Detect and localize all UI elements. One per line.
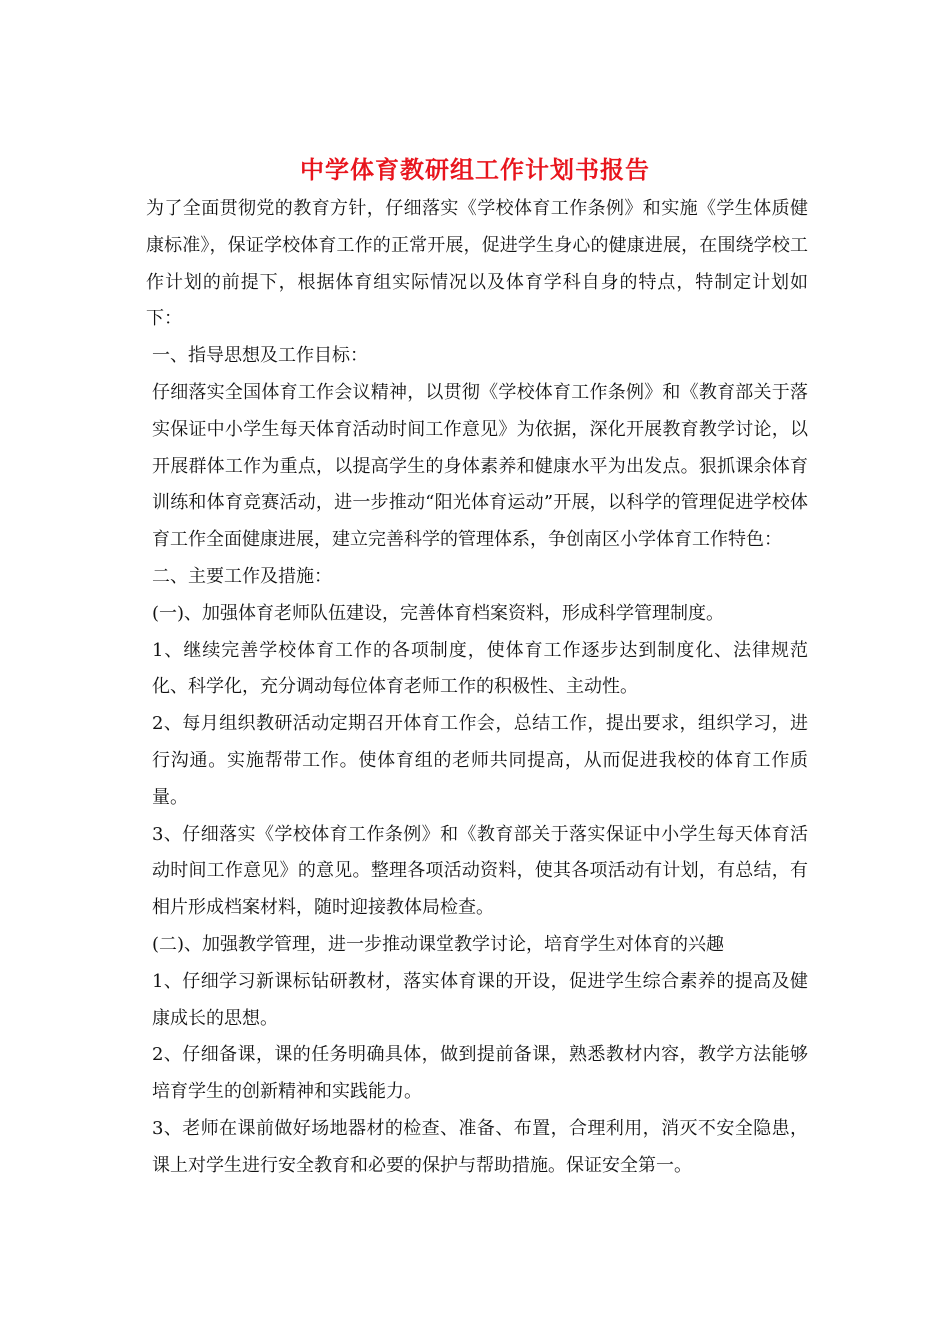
subsection-heading-teacher-team: (一)、加强体育老师队伍建设，完善体育档案资料，形成科学管理制度。 [152, 602, 725, 624]
list-item-teacher-team-1: 1、继续完善学校体育工作的各项制度，使体育工作逐步达到制度化、法律规范化、科学化，充分调动每位体育老师工作的积极性、主动性。 [152, 639, 808, 698]
list-item-teaching-1: 1、仔细学习新课标钻研教材，落实体育课的开设，促进学生综合素养的提高及健康成长的思想。 [152, 970, 808, 1029]
document-title: 中学体育教研组工作计划书报告 [300, 155, 650, 184]
list-item-teacher-team-2: 2、每月组织教研活动定期召开体育工作会，总结工作，提出要求，组织学习，进行沟通。实施帮带工作。使体育组的老师共同提高，从而促进我校的体育工作质量。 [152, 713, 808, 808]
list-item-teaching-2: 2、仔细备课，课的任务明确具体，做到提前备课，熟悉教材内容，教学方法能够培育学生的创新精神和实践能力。 [152, 1044, 808, 1103]
list-item-teacher-team-3: 3、仔细落实《学校体育工作条例》和《教育部关于落实保证中小学生每天体育活动时间工作意见》的意见。整理各项活动资料，使其各项活动有计划，有总结，有相片形成档案材料，随时迎接教体局检查。 [152, 823, 808, 919]
guiding-ideas-paragraph: 仔细落实全国体育工作会议精神，以贯彻《学校体育工作条例》和《教育部关于落实保证中小学生每天体育活动时间工作意见》为依据，深化开展教育教学讨论，以开展群体工作为重点，以提高学生的身体素养和健康水平为出发点。狠抓课余体育训练和体育竞赛活动，进一步推动“阳光体育运动”开展，以科学的管理促进学校体育工作全面健康进展，建立完善科学的管理体系，争创南区小学体育工作特色： [152, 381, 808, 551]
list-item-teaching-3: 3、老师在课前做好场地器材的检查、准备、布置，合理利用，消灭不安全隐患，课上对学生进行安全教育和必要的保护与帮助措施。保证安全第一。 [152, 1117, 808, 1176]
document-body [146, 191, 808, 1185]
section-heading-guiding-ideas: 一、指导思想及工作目标： [152, 345, 368, 367]
subsection-heading-teaching-management: (二)、加强教学管理，进一步推动课堂教学讨论，培育学生对体育的兴趣 [152, 933, 725, 955]
intro-paragraph: 为了全面贯彻党的教育方针，仔细落实《学校体育工作条例》和实施《学生体质健康标准》，保证学校体育工作的正常开展，促进学生身心的健康进展，在围绕学校工作计划的前提下，根据体育组实际情况以及体育学科自身的特点，特制定计划如下： [146, 198, 808, 330]
section-heading-main-work: 二、主要工作及措施： [152, 565, 332, 587]
